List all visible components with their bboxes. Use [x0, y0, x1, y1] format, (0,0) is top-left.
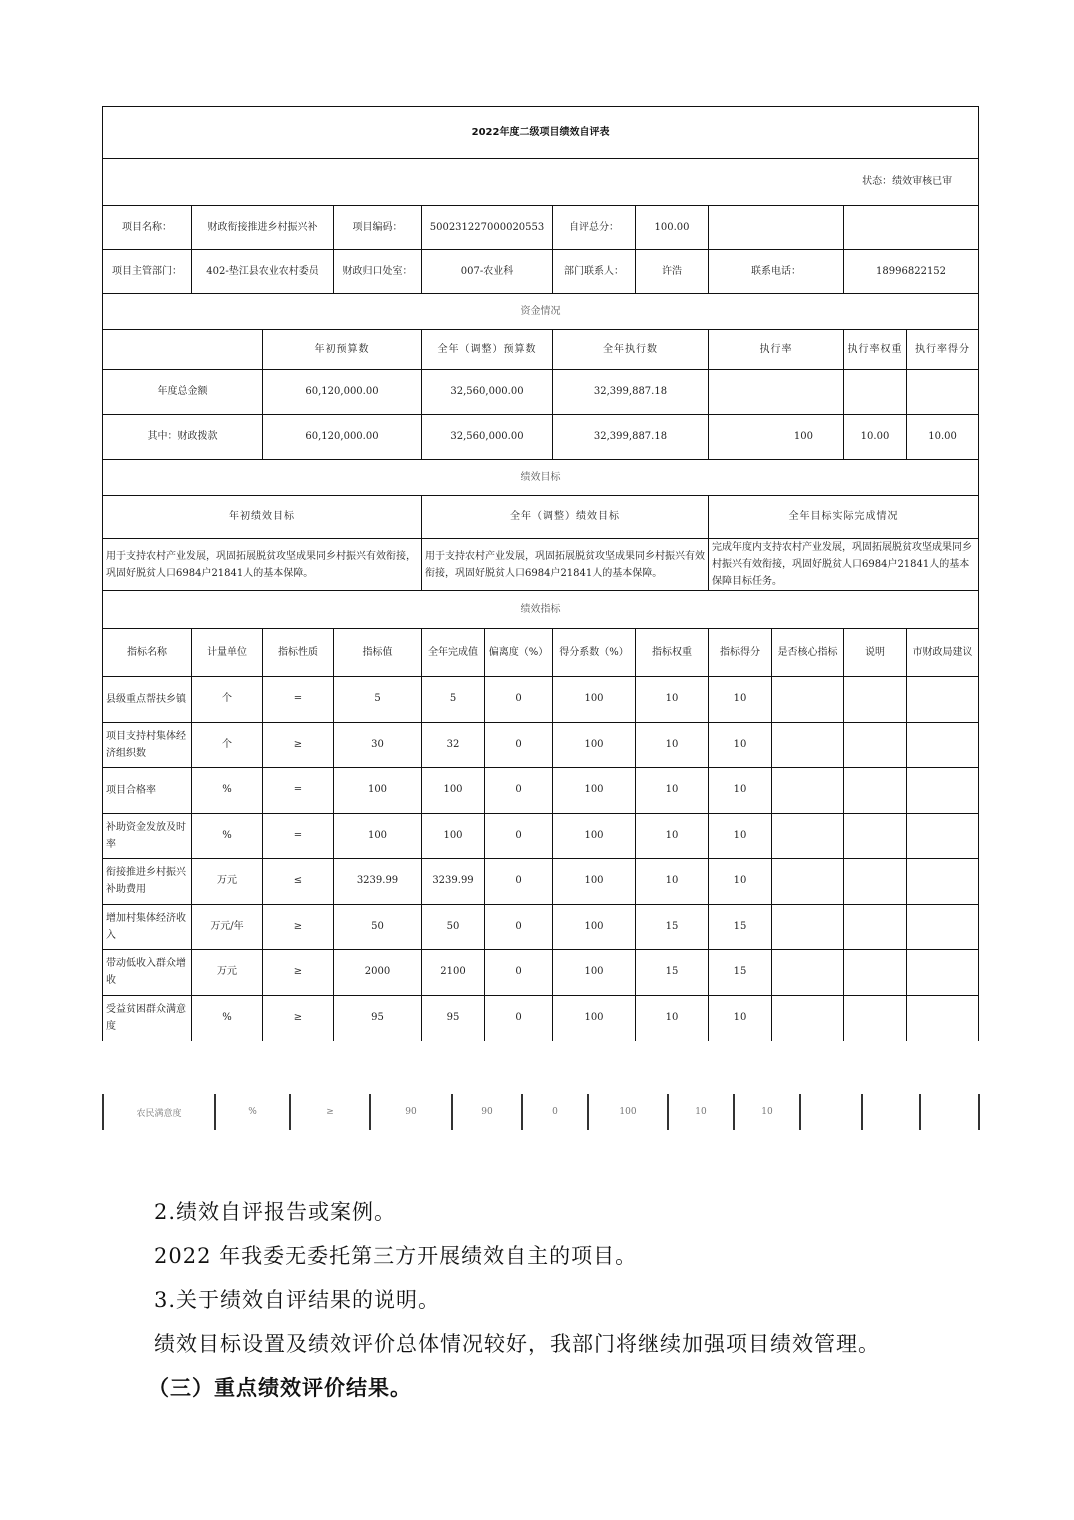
indicator-name: 受益贫困群众满意度: [103, 995, 192, 1041]
indicator-name: 带动低收入群众增收: [103, 950, 192, 996]
finance-office-value: 007-农业科: [422, 250, 553, 294]
indicator-cell: 10: [636, 768, 709, 814]
indicator-cell: [862, 1094, 920, 1130]
indicator-cell: [907, 677, 979, 723]
phone-value: 18996822152: [844, 250, 979, 294]
funds-row-label: 年度总金额: [103, 370, 263, 415]
status-text: 状态：绩效审核已审: [103, 159, 979, 206]
contact-label: 部门联系人：: [553, 250, 636, 294]
indicator-cell: ≥: [263, 950, 334, 996]
indicator-cell: 32: [422, 722, 485, 768]
indicator-cell: ≥: [263, 722, 334, 768]
indicator-cell: [844, 768, 907, 814]
indicator-cell: 10: [734, 1094, 800, 1130]
funds-cell: 32,399,887.18: [553, 415, 709, 460]
funds-section-title: 资金情况: [103, 294, 979, 330]
goal-actual-text: 完成年度内支持农村产业发展，巩固拓展脱贫攻坚成果同乡村振兴有效衔接，巩固好脱贫人口6984户21841人的基本保障目标任务。: [709, 539, 979, 591]
blank-cell: [709, 206, 844, 250]
funds-cell: 32,399,887.18: [553, 370, 709, 415]
indicator-cell: [800, 1094, 862, 1130]
indicator-cell: 万元: [192, 859, 263, 905]
indicator-cell: ≥: [290, 1094, 370, 1130]
indicator-cell: [772, 722, 844, 768]
indicators-header-row: [103, 629, 979, 677]
indicator-cell: [772, 950, 844, 996]
indicator-cell: [844, 677, 907, 723]
indicator-name: 增加村集体经济收入: [103, 904, 192, 950]
indicator-cell: [907, 995, 979, 1041]
indicator-cell: =: [263, 768, 334, 814]
goals-header: 全年（调整）绩效目标: [422, 496, 709, 539]
indicator-header: 偏离度（%）: [485, 629, 553, 677]
indicator-cell: 10: [709, 768, 772, 814]
funds-header: 全年执行数: [553, 330, 709, 370]
indicator-cell: 0: [522, 1094, 588, 1130]
indicator-cell: 0: [485, 859, 553, 905]
indicator-header: 指标名称: [103, 629, 192, 677]
phone-label: 联系电话：: [709, 250, 844, 294]
indicator-cell: [772, 677, 844, 723]
indicator-cell: 10: [709, 995, 772, 1041]
indicator-cell: [772, 995, 844, 1041]
indicator-header: 说明: [844, 629, 907, 677]
indicator-cell: 10: [709, 859, 772, 905]
indicator-cell: ≥: [263, 904, 334, 950]
indicator-cell: 万元: [192, 950, 263, 996]
indicator-cell: 30: [334, 722, 422, 768]
indicators-section-title: 绩效指标: [103, 591, 979, 629]
blank-cell: [103, 330, 263, 370]
indicator-cell: [772, 768, 844, 814]
indicator-header: 指标性质: [263, 629, 334, 677]
funds-row-label: 其中：财政拨款: [103, 415, 263, 460]
table-row: [103, 768, 979, 814]
contact-value: 许浩: [636, 250, 709, 294]
indicator-cell: [772, 813, 844, 859]
indicator-cell: 0: [485, 677, 553, 723]
indicator-cell: [907, 722, 979, 768]
funds-header: 年初预算数: [263, 330, 422, 370]
funds-cell: 100: [709, 415, 844, 460]
indicator-cell: 15: [709, 904, 772, 950]
indicator-name: 项目合格率: [103, 768, 192, 814]
project-code-value: 500231227000020553: [422, 206, 553, 250]
performance-grid: [102, 106, 979, 1041]
paragraph: 2022 年我委无委托第三方开展绩效自主的项目。: [154, 1244, 638, 1268]
indicator-cell: 100: [553, 995, 636, 1041]
indicator-cell: [844, 995, 907, 1041]
indicator-cell: [844, 950, 907, 996]
indicator-header: 计量单位: [192, 629, 263, 677]
indicator-cell: %: [192, 995, 263, 1041]
funds-header: 执行率: [709, 330, 844, 370]
indicator-cell: [907, 813, 979, 859]
funds-cell: 60,120,000.00: [263, 415, 422, 460]
funds-cell: 32,560,000.00: [422, 415, 553, 460]
indicator-cell: [907, 768, 979, 814]
indicator-cell: 5: [334, 677, 422, 723]
indicator-cell: 95: [422, 995, 485, 1041]
indicator-header: 是否核心指标: [772, 629, 844, 677]
indicator-cell: [907, 904, 979, 950]
funds-header: 全年（调整）预算数: [422, 330, 553, 370]
funds-cell: 32,560,000.00: [422, 370, 553, 415]
indicator-cell: 0: [485, 950, 553, 996]
indicator-cell: 100: [422, 813, 485, 859]
funds-cell: 10.00: [907, 415, 979, 460]
indicator-cell: 100: [334, 768, 422, 814]
indicator-cell: 2100: [422, 950, 485, 996]
indicator-cell: =: [263, 677, 334, 723]
indicator-cell: [844, 859, 907, 905]
table-row: [103, 1094, 979, 1130]
indicator-cell: 10: [709, 722, 772, 768]
indicator-name: 补助资金发放及时率: [103, 813, 192, 859]
table-row: [103, 904, 979, 950]
indicator-cell: 10: [636, 859, 709, 905]
section-heading: （三）重点绩效评价结果。: [148, 1375, 412, 1400]
indicator-cell: 10: [709, 813, 772, 859]
indicator-cell: 15: [636, 904, 709, 950]
performance-table: [102, 106, 978, 1040]
indicator-cell: 5: [422, 677, 485, 723]
indicator-cell: 100: [553, 722, 636, 768]
indicator-rows: [103, 677, 979, 1041]
indicator-cell: ≤: [263, 859, 334, 905]
indicator-cell: 10: [636, 722, 709, 768]
table-row: [103, 722, 979, 768]
indicator-cell: 15: [709, 950, 772, 996]
indicator-cell: 90: [370, 1094, 452, 1130]
indicator-cell: [907, 859, 979, 905]
indicator-cell: 0: [485, 813, 553, 859]
indicator-cell: [844, 722, 907, 768]
indicator-cell: 个: [192, 677, 263, 723]
indicator-cell: %: [215, 1094, 290, 1130]
funds-header: 执行率权重: [844, 330, 907, 370]
body-text: [148, 1190, 1034, 1410]
indicator-cell: [844, 904, 907, 950]
indicator-cell: 10: [709, 677, 772, 723]
finance-office-label: 财政归口处室：: [334, 250, 422, 294]
indicator-cell: 100: [422, 768, 485, 814]
indicator-cell: [920, 1094, 979, 1130]
indicator-cell: 100: [334, 813, 422, 859]
indicator-header: 指标值: [334, 629, 422, 677]
indicator-name: 县级重点帮扶乡镇: [103, 677, 192, 723]
project-name-value: 财政衔接推进乡村振兴补: [192, 206, 334, 250]
indicator-cell: %: [192, 813, 263, 859]
indicator-header: 全年完成值: [422, 629, 485, 677]
indicator-cell: 10: [636, 995, 709, 1041]
project-name-label: 项目名称：: [103, 206, 192, 250]
indicator-cell: 100: [553, 950, 636, 996]
indicator-cell: [772, 904, 844, 950]
indicator-cell: 95: [334, 995, 422, 1041]
table-row: [103, 813, 979, 859]
indicator-cell: 3239.99: [422, 859, 485, 905]
funds-cell: [907, 370, 979, 415]
goals-header: 年初绩效目标: [103, 496, 422, 539]
project-code-label: 项目编码：: [334, 206, 422, 250]
dept-value: 402-垫江县农业农村委员: [192, 250, 334, 294]
indicator-cell: 100: [553, 859, 636, 905]
indicator-name: 项目支持村集体经济组织数: [103, 722, 192, 768]
funds-header: 执行率得分: [907, 330, 979, 370]
indicator-cell: %: [192, 768, 263, 814]
indicator-cell: 万元/年: [192, 904, 263, 950]
table-row: [103, 677, 979, 723]
paragraph: 3.关于绩效自评结果的说明。: [154, 1288, 441, 1312]
indicator-cell: 100: [553, 904, 636, 950]
indicator-cell: 50: [334, 904, 422, 950]
goals-section-title: 绩效目标: [103, 460, 979, 496]
indicator-cell: 个: [192, 722, 263, 768]
blank-cell: [844, 206, 979, 250]
indicator-header: 指标权重: [636, 629, 709, 677]
indicator-cell: =: [263, 813, 334, 859]
continued-table-row: [102, 1094, 978, 1130]
indicator-cell: 15: [636, 950, 709, 996]
indicator-cell: 0: [485, 722, 553, 768]
indicator-cell: [844, 813, 907, 859]
indicator-header: 市财政局建议: [907, 629, 979, 677]
table-title: 2022年度二级项目绩效自评表: [103, 107, 979, 159]
table-row: [103, 995, 979, 1041]
funds-cell: 10.00: [844, 415, 907, 460]
paragraph: 绩效目标设置及绩效评价总体情况较好，我部门将继续加强项目绩效管理。: [154, 1332, 880, 1356]
table-row: [103, 859, 979, 905]
funds-cell: [844, 370, 907, 415]
indicator-cell: 100: [553, 677, 636, 723]
dept-label: 项目主管部门：: [103, 250, 192, 294]
indicator-cell: 0: [485, 995, 553, 1041]
funds-cell: [709, 370, 844, 415]
funds-cell: 60,120,000.00: [263, 370, 422, 415]
indicator-cell: 2000: [334, 950, 422, 996]
indicator-cell: ≥: [263, 995, 334, 1041]
goal-adjusted-text: 用于支持农村产业发展，巩固拓展脱贫攻坚成果同乡村振兴有效衔接，巩固好脱贫人口6984户21841人的基本保障。: [422, 539, 709, 591]
indicator-cell: 3239.99: [334, 859, 422, 905]
indicator-cell: 100: [553, 813, 636, 859]
goal-initial-text: 用于支持农村产业发展，巩固拓展脱贫攻坚成果同乡村振兴有效衔接，巩固好脱贫人口6984户21841人的基本保障。: [103, 539, 422, 591]
indicator-name: 农民满意度: [103, 1094, 215, 1130]
self-score-value: 100.00: [636, 206, 709, 250]
indicator-cell: 100: [588, 1094, 668, 1130]
self-score-label: 自评总分：: [553, 206, 636, 250]
indicator-name: 衔接推进乡村振兴补助费用: [103, 859, 192, 905]
indicator-header: 指标得分: [709, 629, 772, 677]
indicator-cell: 10: [636, 813, 709, 859]
indicator-cell: 90: [452, 1094, 522, 1130]
indicator-header: 得分系数（%）: [553, 629, 636, 677]
indicator-cell: [907, 950, 979, 996]
indicator-cell: 100: [553, 768, 636, 814]
indicator-cell: 10: [636, 677, 709, 723]
indicator-cell: 10: [668, 1094, 734, 1130]
paragraph: 2.绩效自评报告或案例。: [154, 1200, 397, 1224]
table-row: [103, 950, 979, 996]
indicator-cell: 50: [422, 904, 485, 950]
goals-header: 全年目标实际完成情况: [709, 496, 979, 539]
indicator-cell: 0: [485, 904, 553, 950]
indicator-cell: [772, 859, 844, 905]
indicator-cell: 0: [485, 768, 553, 814]
